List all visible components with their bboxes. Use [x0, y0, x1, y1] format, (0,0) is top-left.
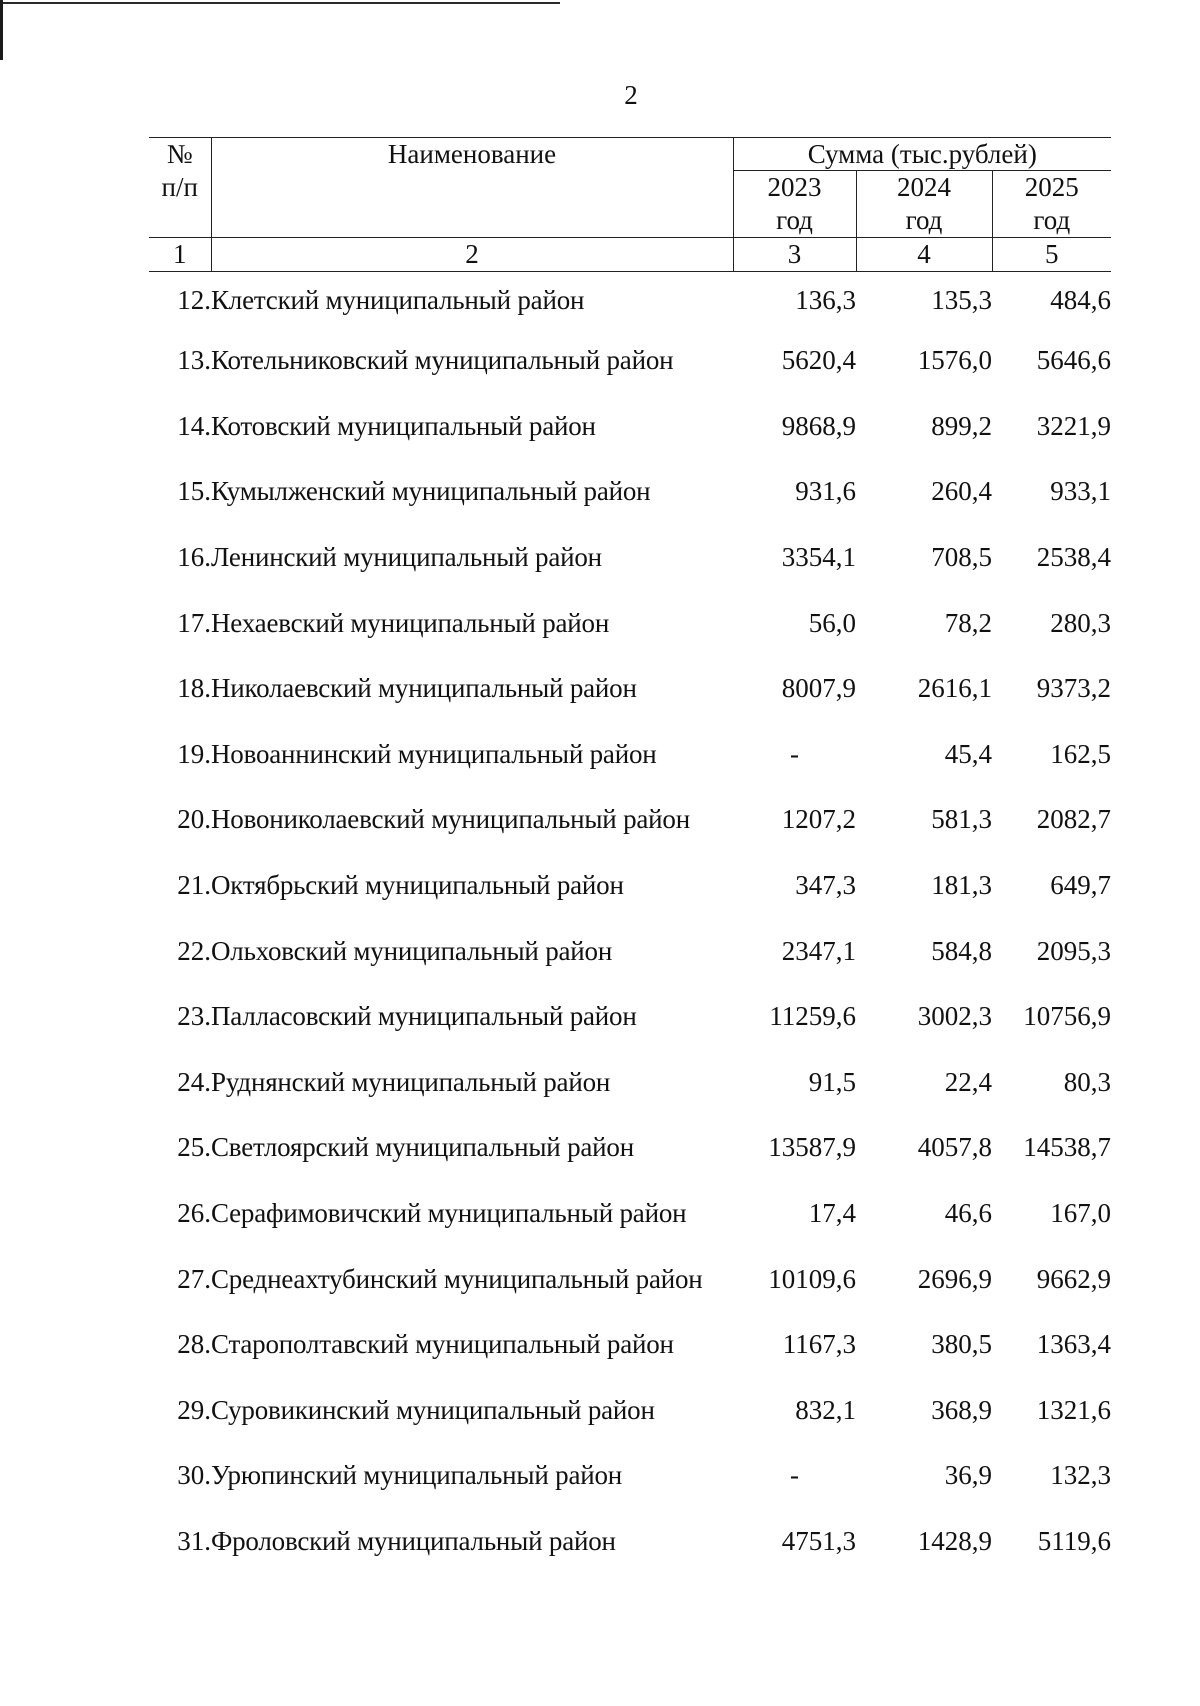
district-name-cell: Светлоярский муниципальный район [211, 1132, 634, 1163]
amount-2024-cell: 4057,8 [917, 1132, 992, 1163]
amount-2023-cell: 17,4 [808, 1198, 856, 1229]
amount-2024-cell: 46,6 [944, 1198, 992, 1229]
amount-2023-cell: 10109,6 [768, 1263, 856, 1294]
column-number: 3 [733, 238, 856, 272]
table-row [149, 1509, 1111, 1575]
amount-2024-cell: 1576,0 [917, 345, 992, 376]
amount-2025-cell: 132,3 [1050, 1460, 1112, 1491]
table-row [149, 459, 1111, 525]
amount-2023-cell: 4751,3 [781, 1525, 856, 1556]
header-num-line2: п/п [161, 172, 198, 202]
district-name-cell: Нехаевский муниципальный район [211, 607, 610, 638]
header-year-2025 [992, 171, 1111, 238]
table-row [149, 853, 1111, 919]
district-name-cell: Николаевский муниципальный район [211, 673, 637, 704]
district-name-cell: Среднеахтубинский муниципальный район [211, 1263, 703, 1294]
page-number: 2 [624, 80, 638, 110]
amount-2024-cell: 380,5 [931, 1329, 992, 1360]
row-number-cell: 23. [177, 1001, 211, 1032]
district-name-cell: Октябрьский муниципальный район [211, 870, 624, 901]
row-number-cell: 30. [177, 1460, 211, 1491]
amount-2023-cell: 347,3 [795, 870, 856, 901]
amount-2025-cell: 2082,7 [1036, 804, 1112, 835]
table-row [149, 1378, 1111, 1444]
district-name-cell: Фроловский муниципальный район [211, 1525, 616, 1556]
amount-2025-cell: 1321,6 [1036, 1394, 1112, 1425]
column-number: 5 [992, 238, 1111, 272]
amount-2024-cell: 181,3 [931, 870, 992, 901]
district-name-cell: Клетский муниципальный район [211, 284, 585, 315]
amount-2023-cell: 91,5 [808, 1066, 856, 1097]
district-name-cell: Серафимовичский муниципальный район [211, 1198, 687, 1229]
row-number-cell: 31. [177, 1525, 211, 1556]
amount-2023-cell: 56,0 [808, 607, 856, 638]
amount-2025-cell: 9662,9 [1036, 1263, 1112, 1294]
district-name-cell: Руднянский муниципальный район [211, 1066, 611, 1097]
amount-2025-cell: 2538,4 [1036, 542, 1112, 573]
amount-2023-cell: 8007,9 [781, 673, 856, 704]
district-name-cell: Котовский муниципальный район [211, 410, 596, 441]
row-number-cell: 15. [177, 476, 211, 507]
amount-2025-cell: 162,5 [1050, 738, 1112, 769]
table-row [149, 1246, 1111, 1312]
amount-2023-cell: 1167,3 [782, 1329, 856, 1360]
header-year-unit: год [1033, 205, 1071, 235]
district-name-cell: Котельниковский муниципальный район [211, 345, 674, 376]
table-row [149, 328, 1111, 394]
row-number-cell: 13. [177, 345, 211, 376]
table-row [149, 1312, 1111, 1378]
row-number-cell: 28. [177, 1329, 211, 1360]
table-row [149, 590, 1111, 656]
district-name-cell: Суровикинский муниципальный район [211, 1394, 655, 1425]
amount-2025-cell: 1363,4 [1036, 1329, 1112, 1360]
header-name: Наименование [211, 138, 733, 238]
district-name-cell: Новониколаевский муниципальный район [211, 804, 690, 835]
amount-2023-cell: - [790, 738, 799, 769]
amount-2024-cell: 36,9 [944, 1460, 992, 1491]
amount-2023-cell: 832,1 [795, 1394, 856, 1425]
amount-2024-cell: 708,5 [931, 542, 992, 573]
row-number-cell: 16. [177, 542, 211, 573]
table-row [149, 525, 1111, 591]
table-row [149, 656, 1111, 722]
table-row [149, 1115, 1111, 1181]
amount-2025-cell: 280,3 [1050, 607, 1112, 638]
table-row [149, 1443, 1111, 1509]
header-year-2024 [856, 171, 992, 238]
header-year-2023 [733, 171, 856, 238]
district-name-cell: Кумылженский муниципальный район [211, 476, 651, 507]
row-number-cell: 22. [177, 935, 211, 966]
row-number-cell: 17. [177, 607, 211, 638]
amount-2024-cell: 260,4 [931, 476, 992, 507]
row-number-cell: 18. [177, 673, 211, 704]
row-number-cell: 26. [177, 1198, 211, 1229]
amount-2023-cell: 3354,1 [781, 542, 856, 573]
amount-2024-cell: 3002,3 [917, 1001, 992, 1032]
amount-2024-cell: 45,4 [944, 738, 992, 769]
header-year-value: 2023 [767, 172, 822, 202]
amount-2024-cell: 899,2 [931, 410, 992, 441]
amount-2025-cell: 649,7 [1050, 870, 1112, 901]
column-number: 1 [149, 238, 211, 272]
column-number: 2 [211, 238, 733, 272]
row-number-cell: 20. [177, 804, 211, 835]
amount-2024-cell: 368,9 [931, 1394, 992, 1425]
amount-2024-cell: 1428,9 [917, 1525, 992, 1556]
column-number: 4 [856, 238, 992, 272]
district-name-cell: Палласовский муниципальный район [211, 1001, 637, 1032]
amount-2024-cell: 581,3 [931, 804, 992, 835]
row-number-cell: 29. [177, 1394, 211, 1425]
amount-2025-cell: 80,3 [1063, 1066, 1112, 1097]
district-name-cell: Урюпинский муниципальный район [211, 1460, 623, 1491]
header-year-value: 2024 [897, 172, 951, 202]
table-row [149, 272, 1111, 329]
district-name-cell: Старополтавский муниципальный район [211, 1329, 674, 1360]
district-name-cell: Ольховский муниципальный район [211, 935, 613, 966]
scan-left-edge [0, 0, 3, 60]
amount-2024-cell: 135,3 [931, 284, 992, 315]
amount-2025-cell: 5119,6 [1037, 1525, 1112, 1556]
table-row [149, 1050, 1111, 1116]
row-number-cell: 25. [177, 1132, 211, 1163]
amount-2023-cell: 2347,1 [781, 935, 856, 966]
amount-2025-cell: 167,0 [1050, 1198, 1112, 1229]
amount-2025-cell: 10756,9 [1023, 1001, 1112, 1032]
row-number-cell: 21. [177, 870, 211, 901]
row-number-cell: 12. [177, 284, 211, 315]
amount-2024-cell: 584,8 [931, 935, 992, 966]
amount-2025-cell: 484,6 [1050, 284, 1112, 315]
amount-2023-cell: 5620,4 [781, 345, 856, 376]
row-number-cell: 19. [177, 738, 211, 769]
amount-2024-cell: 2696,9 [917, 1263, 992, 1294]
amount-2025-cell: 5646,6 [1036, 345, 1112, 376]
table-body [149, 272, 1111, 1575]
table-row [149, 1181, 1111, 1247]
column-numbers-row [149, 238, 1111, 272]
header-year-unit: год [905, 205, 943, 235]
table-row [149, 787, 1111, 853]
amount-2023-cell: 11259,6 [769, 1001, 856, 1032]
table-row [149, 722, 1111, 788]
header-year-unit: год [776, 205, 813, 235]
amount-2024-cell: 2616,1 [917, 673, 992, 704]
header-sum: Сумма (тыс.рублей) [733, 138, 1111, 171]
amount-2023-cell: - [790, 1460, 799, 1491]
amount-2025-cell: 14538,7 [1023, 1132, 1112, 1163]
amount-2023-cell: 136,3 [795, 284, 856, 315]
district-name-cell: Новоаннинский муниципальный район [211, 738, 657, 769]
table-row [149, 918, 1111, 984]
table-row [149, 984, 1111, 1050]
header-num-line1: № [166, 139, 193, 169]
row-number-cell: 24. [177, 1066, 211, 1097]
row-number-cell: 27. [177, 1263, 211, 1294]
scan-edge-line [0, 2, 560, 4]
table-header [149, 138, 1111, 272]
amount-2023-cell: 1207,2 [781, 804, 856, 835]
header-year-value: 2025 [1024, 172, 1079, 202]
amount-2025-cell: 3221,9 [1036, 410, 1112, 441]
row-number-cell: 14. [177, 410, 211, 441]
amount-2023-cell: 13587,9 [768, 1132, 856, 1163]
budget-table [149, 137, 1111, 1574]
header-num [149, 138, 211, 238]
amount-2024-cell: 78,2 [944, 607, 992, 638]
amount-2025-cell: 933,1 [1050, 476, 1112, 507]
table-row [149, 394, 1111, 460]
amount-2024-cell: 22,4 [944, 1066, 992, 1097]
amount-2023-cell: 931,6 [795, 476, 856, 507]
amount-2025-cell: 2095,3 [1036, 935, 1112, 966]
amount-2023-cell: 9868,9 [781, 410, 856, 441]
amount-2025-cell: 9373,2 [1036, 673, 1112, 704]
district-name-cell: Ленинский муниципальный район [211, 542, 602, 573]
